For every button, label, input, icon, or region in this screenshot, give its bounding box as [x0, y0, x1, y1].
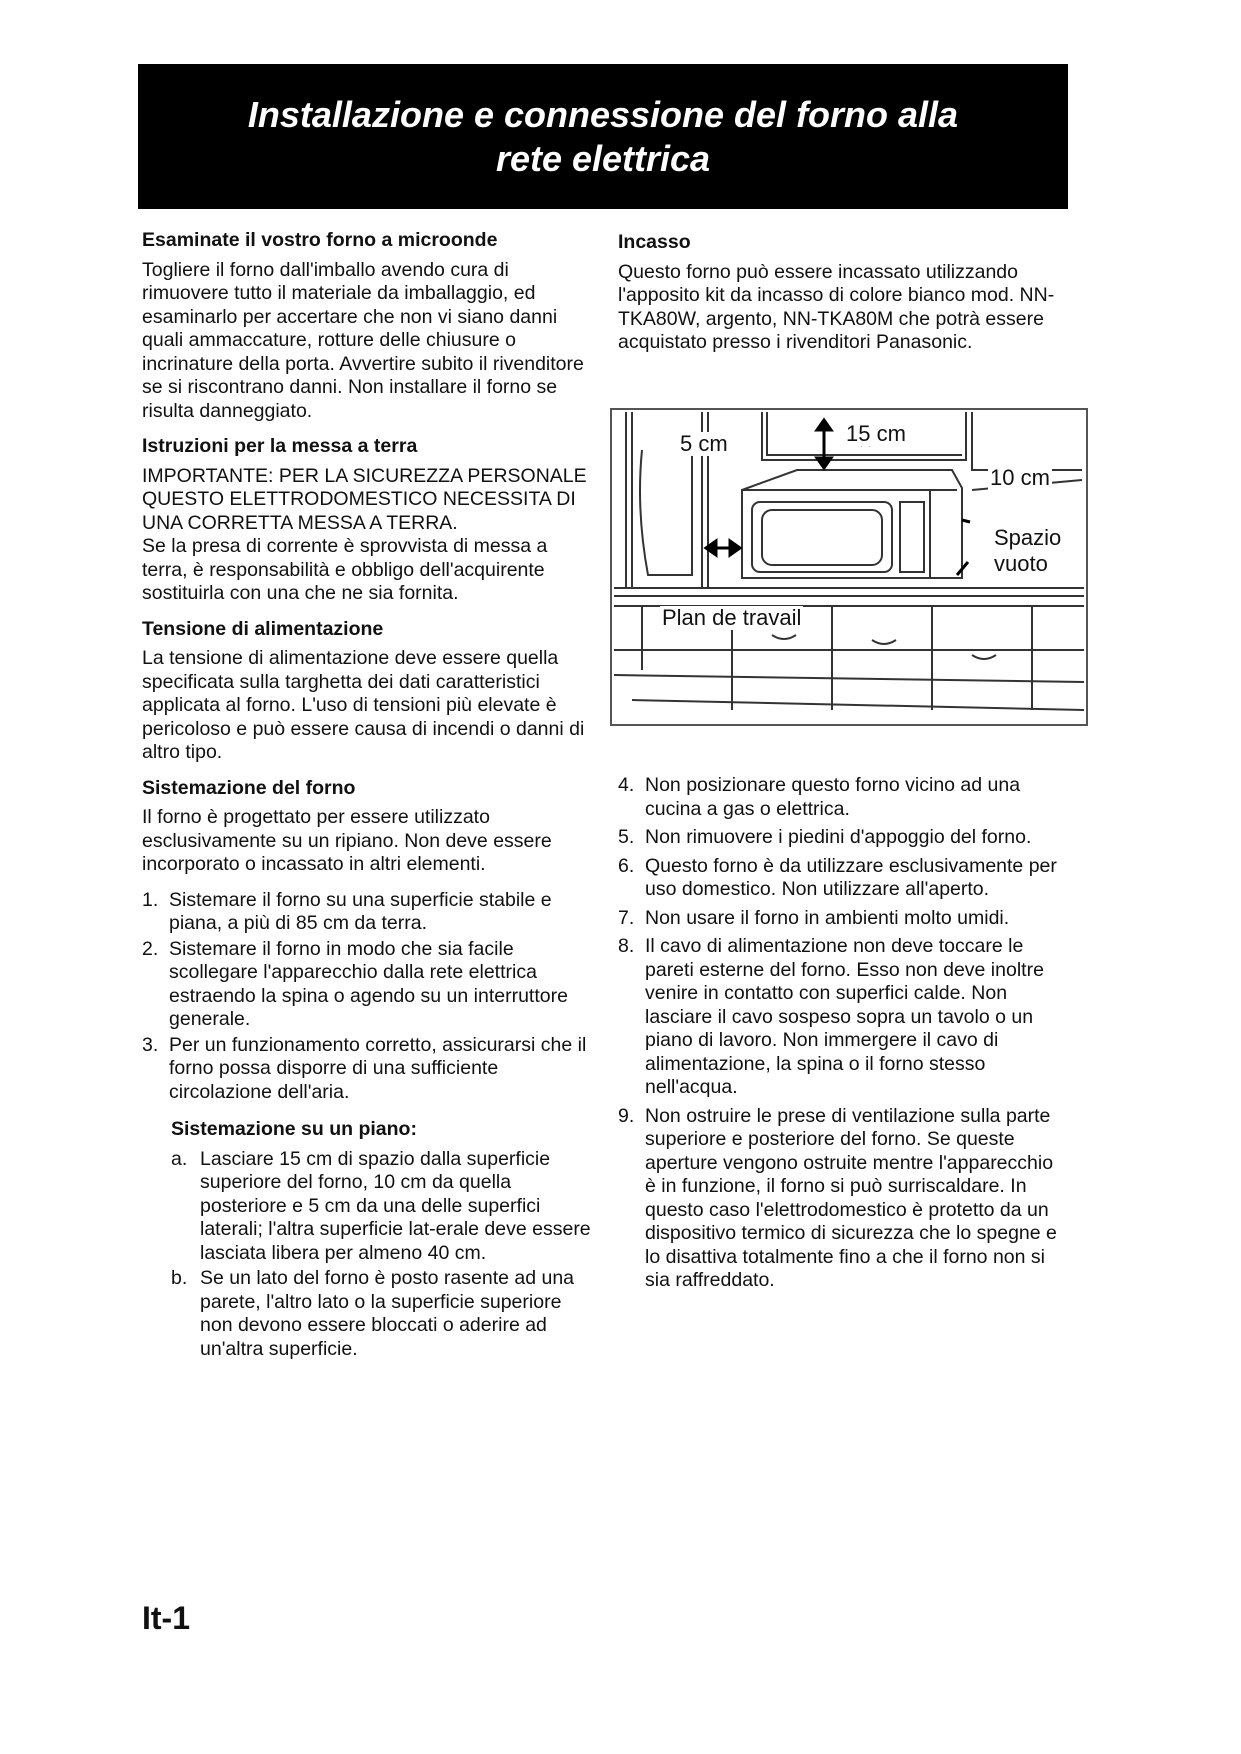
section-heading-grounding: Istruzioni per la messa a terra	[142, 435, 418, 457]
list-item-text: Per un funzionamento corretto, assicurarsi che il forno possa disporre di una sufficiente circolazione dell'aria.	[169, 1033, 587, 1103]
page-title	[138, 64, 1068, 209]
page-number: It-1	[142, 1600, 190, 1636]
clearance-back-label: 10 cm	[990, 465, 1050, 490]
installation-diagram	[610, 408, 1088, 726]
left-column	[142, 229, 592, 1363]
list-item-text: Non posizionare questo forno vicino ad una cucina a gas o elettrica.	[645, 774, 1021, 820]
list-item-text: Sistemare il forno su una superficie stabile e piana, a più di 85 cm da terra.	[169, 888, 552, 934]
list-item-number: 4.	[618, 774, 635, 796]
list-item-number: 1.	[142, 888, 159, 911]
section-text-inspect: Togliere il forno dall'imballo avendo cura di rimuovere tutto il materiale da imballaggio, ed esaminarlo per accertare che non vi siano danni quali ammaccature, rotture delle chiusure o incrinature della porta. Avvertire subito il rivenditore se si riscontrano danni. Non installare il forno se risulta danneggiato.	[142, 258, 584, 422]
list-item-number: 5.	[618, 826, 635, 848]
page-title-line-1: Installazione e connessione del forno alla	[247, 93, 959, 135]
clearance-top-label: 15 cm	[846, 421, 906, 446]
list-item	[618, 774, 1068, 821]
countertop-label: Plan de travail	[662, 605, 802, 630]
grounding-text: Se la presa di corrente è sprovvista di messa a terra, è responsabilità e obbligo dell'acquirente sostituirla con una che ne sia fornita.	[142, 535, 548, 604]
list-item-text: Non rimuovere i piedini d'appoggio del forno.	[645, 826, 1032, 848]
list-item-letter: a.	[171, 1147, 188, 1170]
right-column-list	[618, 774, 1068, 1295]
placement-text: Il forno è progettato per essere utilizzato esclusivamente su un ripiano. Non deve essere incorporato o incassato in altri elementi.	[142, 806, 552, 875]
section-heading-counter: Sistemazione su un piano:	[171, 1118, 417, 1140]
list-item	[618, 935, 1068, 1100]
section-heading-voltage: Tensione di alimentazione	[142, 617, 384, 640]
list-item	[142, 1034, 592, 1105]
clearance-side-label: 5 cm	[680, 431, 728, 456]
counter-placement-section	[171, 1118, 592, 1361]
empty-space-label-1: Spazio	[994, 525, 1062, 550]
list-item-number: 2.	[142, 937, 159, 960]
list-item-text: Questo forno è da utilizzare esclusivamente per uso domestico. Non utilizzare all'aperto.	[645, 854, 1057, 900]
right-column-top	[618, 231, 1068, 355]
list-item-text: Sistemare il forno in modo che sia facile scollegare l'apparecchio dalla rete elettrica estraendo la spina o agendo su un interruttore generale.	[169, 937, 568, 1030]
voltage-text: La tensione di alimentazione deve essere quella specificata sulla targhetta dei dati caratteristici applicata al forno. L'uso di tensioni più elevate è pericoloso e può essere causa di incendi o danni di altro tipo.	[142, 647, 585, 763]
list-item-text: Non ostruire le prese di ventilazione sulla parte superiore e posteriore del forno. Se queste aperture vengono ostruite mentre l'apparecchio è in funzione, il forno si può surriscaldare. In questo caso l'elettrodomestico è protetto da un dispositivo termico di sicurezza che lo spegne e lo disattiva totalmente fino a che il forno non si sia raffreddato.	[645, 1104, 1057, 1291]
safety-list	[618, 774, 1068, 1293]
list-item	[171, 1267, 592, 1361]
list-item	[142, 938, 592, 1032]
list-item	[618, 855, 1068, 902]
list-item	[618, 907, 1068, 931]
grounding-important-text: IMPORTANTE: PER LA SICUREZZA PERSONALE QUESTO ELETTRODOMESTICO NECESSITA DI UNA CORRETTA MESSA A TERRA.	[142, 464, 587, 534]
list-item-number: 8.	[618, 935, 635, 957]
list-item	[618, 1105, 1068, 1293]
page-title-line-2: rete elettrica	[495, 137, 711, 179]
list-item-number: 7.	[618, 906, 635, 929]
section-heading-inspect: Esaminate il vostro forno a microonde	[142, 229, 498, 251]
list-item-number: 9.	[618, 1104, 635, 1127]
list-item-letter: b.	[171, 1267, 188, 1289]
list-item-text: Non usare il forno in ambienti molto umidi.	[645, 906, 1010, 929]
counter-placement-list	[171, 1148, 592, 1362]
list-item	[618, 826, 1068, 850]
list-item-number: 6.	[618, 854, 635, 877]
section-heading-placement: Sistemazione del forno	[142, 776, 356, 799]
placement-list	[142, 889, 592, 1105]
list-item-text: Lasciare 15 cm di spazio dalla superficie superiore del forno, 10 cm da quella posteriore e 5 cm da una delle superfici laterali; l'altra superficie lat-erale deve essere lasciata libera per almeno 40 cm.	[200, 1147, 591, 1264]
built-in-text: Questo forno può essere incassato utilizzando l'apposito kit da incasso di colore bianco mod. NN-TKA80W, argento, NN-TKA80M che potrà essere acquistato presso i rivenditori Panasonic.	[618, 260, 1055, 353]
list-item	[171, 1148, 592, 1266]
list-item-text: Il cavo di alimentazione non deve toccare le pareti esterne del forno. Esso non deve inoltre venire in contatto con superfici calde. Non lasciare il cavo sospeso sopra un tavolo o un piano di lavoro. Non immergere il cavo di alimentazione, la spina o il forno stesso nell'acqua.	[645, 935, 1044, 1098]
empty-space-label-2: vuoto	[994, 551, 1048, 576]
list-item-number: 3.	[142, 1033, 159, 1056]
list-item	[142, 889, 592, 936]
section-heading-built-in: Incasso	[618, 231, 691, 253]
list-item-text: Se un lato del forno è posto rasente ad una parete, l'altro lato o la superficie superiore non devono essere bloccati o aderire ad un'altra superficie.	[200, 1267, 575, 1360]
